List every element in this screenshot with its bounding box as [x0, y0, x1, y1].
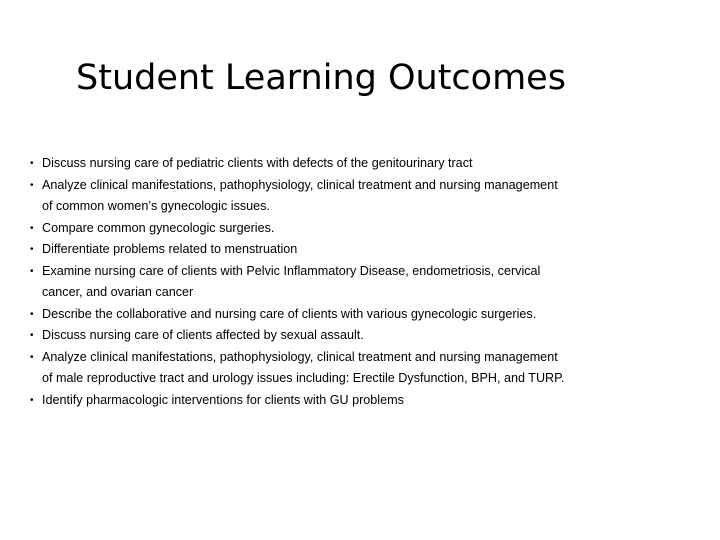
bullet-icon: • [30, 222, 34, 234]
outcome-line: Discuss nursing care of clients affected by sexual assault. [42, 328, 364, 342]
bullet-icon: • [30, 179, 34, 191]
outcome-line: of male reproductive tract and urology issues including: Erectile Dysfunction, BPH, and TURP. [42, 371, 565, 385]
outcome-line: Examine nursing care of clients with Pelvic Inflammatory Disease, endometriosis, cervical [42, 263, 541, 278]
list-item [26, 304, 674, 326]
outcome-line: Compare common gynecologic surgeries. [42, 220, 275, 235]
list-item [26, 261, 674, 304]
bullet-icon: • [30, 158, 34, 169]
outcome-line: cancer, and ovarian cancer [42, 285, 194, 299]
bullet-icon: • [30, 244, 34, 255]
list-item [26, 239, 674, 261]
list-item [26, 325, 674, 347]
list-item [26, 347, 674, 390]
bullet-icon: • [30, 330, 34, 341]
outcomes-list [26, 153, 674, 411]
list-item [26, 153, 674, 175]
outcome-line: Analyze clinical manifestations, pathophysiology, clinical treatment and nursing management [42, 177, 558, 192]
outcome-line: of common women’s gynecologic issues. [42, 199, 270, 213]
list-item [26, 175, 674, 218]
slide-title: Student Learning Outcomes [76, 58, 566, 98]
list-item [26, 390, 674, 412]
outcome-line: Identify pharmacologic interventions for clients with GU problems [42, 392, 404, 407]
outcome-line: Analyze clinical manifestations, pathophysiology, clinical treatment and nursing management [42, 349, 558, 364]
bullet-icon: • [30, 351, 34, 363]
list-item [26, 218, 674, 240]
outcome-line: Differentiate problems related to menstruation [42, 242, 298, 256]
bullet-icon: • [30, 394, 34, 406]
bullet-icon: • [30, 265, 34, 277]
outcome-line: Describe the collaborative and nursing care of clients with various gynecologic surgeries. [42, 306, 537, 321]
bullet-icon: • [30, 308, 34, 320]
outcome-line: Discuss nursing care of pediatric clients with defects of the genitourinary tract [42, 156, 473, 170]
